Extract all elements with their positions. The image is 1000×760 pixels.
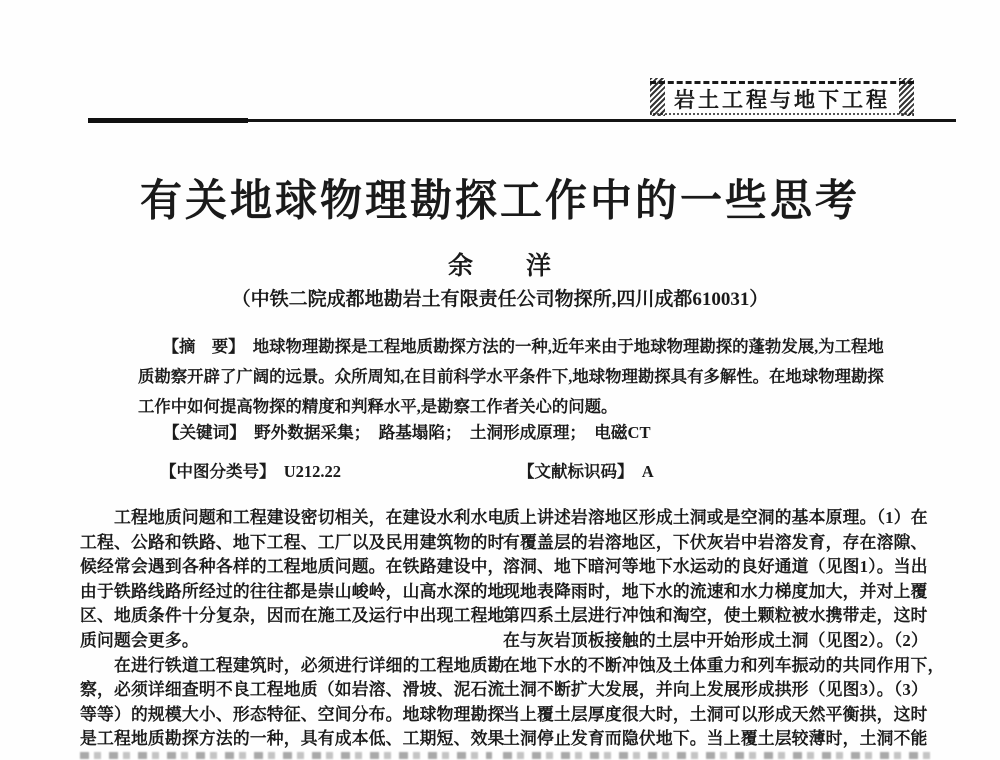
header-divider-rule: [88, 119, 956, 122]
journal-section-badge: [650, 81, 914, 115]
keywords-line: 【关键词】 野外数据采集； 路基塌陷； 土洞形成原理； 电磁CT: [138, 423, 651, 442]
clc-number: 【中图分类号】 U212.22: [160, 462, 342, 481]
text-line: 察，必须详细查明不良工程地质（如岩溶、滑坡、泥石流: [80, 680, 505, 700]
body-left-column: [80, 506, 504, 752]
scan-noise-left: [650, 78, 665, 116]
text-line: 由于铁路线路所经过的往往都是崇山峻岭，山高水深的地: [80, 581, 505, 601]
text-line: 质问题会更多。: [80, 630, 199, 650]
text-line: 溶洞、地下暗河等地下水运动的良好通道（见图1）。当出: [503, 557, 928, 577]
text-line: 【摘 要】 地球物理勘探是工程地质勘探方法的一种,近年来由于地球物理勘探的蓬勃发展,为工程地: [138, 337, 884, 356]
article-title: 有关地球物理勘探工作中的一些思考: [139, 178, 860, 227]
text-line: 候经常会遇到各种各样的工程地质问题。在铁路建设中，: [80, 557, 505, 577]
text-line: 质上讲述岩溶地区形成土洞或是空洞的基本原理。（1）在: [503, 508, 928, 527]
text-line: 区、地质条件十分复杂，因而在施工及运行中出现工程地: [80, 606, 505, 626]
text-line: 土洞停止发育而隐伏地下。当上覆土层较薄时，土洞不能: [503, 729, 928, 749]
text-line: 工作中如何提高物探的精度和判释水平,是勘察工作者关心的问题。: [138, 397, 618, 416]
text-line: 工程地质问题和工程建设密切相关，在建设水利水电: [80, 508, 505, 527]
author-affiliation: （中铁二院成都地勘岩土有限责任公司物探所,四川成都610031）: [231, 289, 769, 310]
classification-row: [0, 458, 1000, 484]
author-name: 余 洋: [447, 253, 552, 280]
text-line: 是工程地质勘探方法的一种，具有成本低、工期短、效果: [80, 729, 505, 749]
text-line: 在与灰岩顶板接触的土层中开始形成土洞（见图2）。（2）: [503, 630, 928, 650]
text-line: 土洞不断扩大发展，并向上发展形成拱形（见图3）。（3）: [503, 680, 928, 700]
cut-off-text-artifact-right: [503, 752, 935, 759]
text-line: 第四系土层进行冲蚀和淘空，使土颗粒被水携带走，这时: [503, 606, 928, 626]
text-line: 现地表降雨时，地下水的流速和水力梯度加大，并对上覆: [503, 581, 928, 601]
text-line: 质勘察开辟了广阔的远景。众所周知,在目前科学水平条件下,地球物理勘探具有多解性。在地球物理勘探: [138, 367, 884, 386]
document-code: 【文献标识码】 A: [518, 462, 654, 481]
text-line: 有覆盖层的岩溶地区，下伏灰岩中岩溶发育，存在溶隙、: [503, 532, 928, 552]
scan-noise-right: [899, 78, 914, 116]
text-line: 在进行铁道工程建筑时，必须进行详细的工程地质勘: [80, 655, 505, 675]
text-line: 工程、公路和铁路、地下工程、工厂以及民用建筑物的时: [80, 532, 505, 552]
text-line: 在地下水的不断冲蚀及土体重力和列车振动的共同作用下，: [503, 655, 945, 675]
cut-off-text-artifact-left: [80, 752, 492, 759]
body-right-column: [503, 506, 943, 752]
journal-section-title: 岩土工程与地下工程: [674, 87, 890, 112]
text-line: 当上覆土层厚度很大时，土洞可以形成天然平衡拱，这时: [503, 704, 928, 724]
text-line: 等等）的规模大小、形态特征、空间分布。地球物理勘探: [80, 704, 505, 724]
abstract-block: [138, 332, 898, 422]
